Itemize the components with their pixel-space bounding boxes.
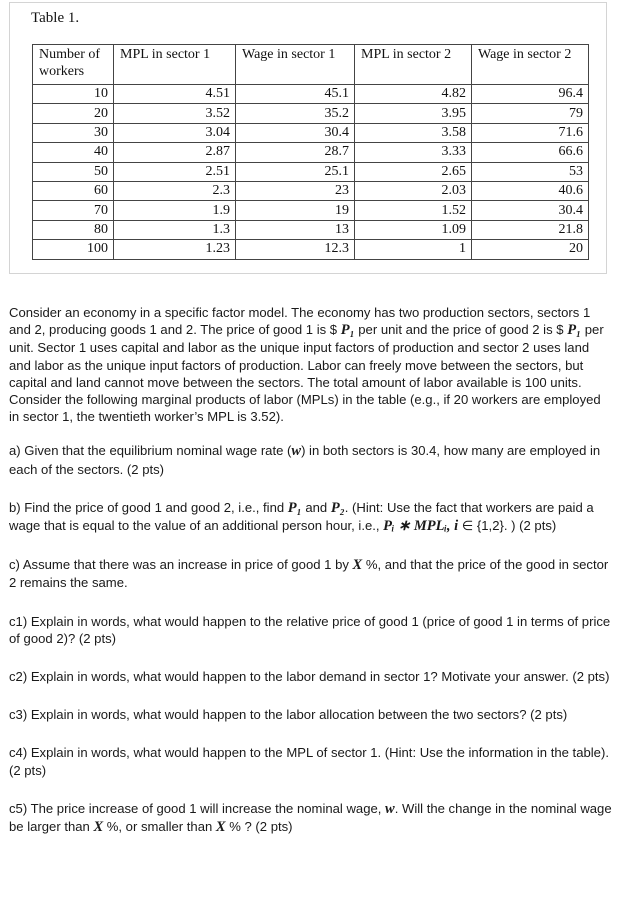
cell-mpl-2: 1.52 — [355, 201, 472, 220]
question-c5-text-4: % ? (2 pts) — [225, 819, 293, 835]
table-row — [33, 240, 589, 259]
cell-wage-2: 20 — [472, 240, 589, 259]
cell-wage-1: 35.2 — [236, 104, 355, 123]
cell-mpl-2: 1 — [355, 240, 472, 259]
cell-wage-2: 40.6 — [472, 181, 589, 200]
header-wage-sector-2: Wage in sector 2 — [472, 45, 589, 85]
cell-wage-1: 19 — [236, 201, 355, 220]
question-a — [9, 442, 613, 477]
cell-mpl-2: 3.33 — [355, 143, 472, 162]
symbol-x: X — [93, 819, 104, 836]
header-wage-sector-1: Wage in sector 1 — [236, 45, 355, 85]
header-mpl-sector-1: MPL in sector 1 — [114, 45, 236, 85]
header-number-of-workers: Number of workers — [33, 45, 114, 85]
table-row — [33, 85, 589, 104]
cell-mpl-1: 3.52 — [114, 104, 236, 123]
formula-pi-mpl: Pᵢ ∗ MPLᵢ, i — [383, 518, 459, 535]
question-a-text-1: a) Given that the equilibrium nominal wage rate ( — [9, 443, 292, 459]
cell-workers: 60 — [33, 181, 114, 200]
symbol-p1: P₁ — [340, 322, 355, 339]
question-b-text-2: . (Hint: Use the fact that workers are paid a wage that is equal to the value of an additional person hour, i.e., — [9, 499, 594, 534]
question-c5 — [9, 800, 613, 836]
cell-mpl-1: 3.04 — [114, 123, 236, 142]
question-b-text-3: . ) (2 pts) — [503, 518, 557, 534]
table-row — [33, 123, 589, 142]
table-header-row — [33, 45, 589, 85]
symbol-p2: P₂ — [330, 499, 345, 516]
table-row — [33, 201, 589, 220]
cell-mpl-2: 2.65 — [355, 162, 472, 181]
cell-mpl-1: 1.3 — [114, 220, 236, 239]
question-c5-text-2: . Will the change in the nominal wage be larger than — [9, 800, 612, 835]
question-c-text-2: %, and that the price of the good in sector 2 remains the same. — [9, 557, 609, 591]
formula-set: ∈ {1,2} — [461, 518, 504, 534]
cell-wage-2: 79 — [472, 104, 589, 123]
question-text — [9, 304, 613, 857]
symbol-w: w — [291, 443, 302, 460]
cell-wage-2: 53 — [472, 162, 589, 181]
question-a-text-2: ) in both sectors is 30.4, how many are employed in each of the sectors. (2 pts) — [9, 443, 601, 477]
cell-mpl-2: 3.58 — [355, 123, 472, 142]
cell-wage-2: 71.6 — [472, 123, 589, 142]
cell-workers: 80 — [33, 220, 114, 239]
symbol-x: X — [352, 557, 363, 574]
cell-wage-1: 28.7 — [236, 143, 355, 162]
table-row — [33, 162, 589, 181]
question-c5-text-3: %, or smaller than — [103, 819, 216, 835]
intro-paragraph — [9, 304, 613, 425]
cell-wage-1: 30.4 — [236, 123, 355, 142]
table-row — [33, 104, 589, 123]
header-mpl-sector-2: MPL in sector 2 — [355, 45, 472, 85]
question-c5-text-1: c5) The price increase of good 1 will increase the nominal wage, — [9, 800, 386, 816]
table-row — [33, 143, 589, 162]
cell-mpl-1: 2.87 — [114, 143, 236, 162]
intro-text-3: per unit. Sector 1 uses capital and labor as the unique input factors of production and sector 2 uses land and labor as the unique input factors of production. Labor can freely move between the sectors, but capital and land cannot move between the sectors. The total amount of labor available is 100 units. Consider the following marginal products of labor (MPLs) in the table (e.g., if 20 workers are employed in sector 1, the twentieth worker’s MPL is 3.52). — [9, 322, 604, 425]
cell-mpl-1: 1.9 — [114, 201, 236, 220]
question-c2: c2) Explain in words, what would happen to the labor demand in sector 1? Motivate your answer. (2 pts) — [9, 669, 610, 685]
cell-wage-2: 30.4 — [472, 201, 589, 220]
cell-wage-2: 96.4 — [472, 85, 589, 104]
question-c3: c3) Explain in words, what would happen to the labor allocation between the two sectors? (2 pts) — [9, 707, 568, 723]
symbol-p1: P₁ — [567, 322, 582, 339]
intro-text-1: Consider an economy in a specific factor model. The economy has two production sectors, sectors 1 and 2, producing goods 1 and 2. The price of good 1 is $ — [9, 305, 591, 338]
question-b-and: and — [301, 499, 331, 515]
question-c — [9, 556, 613, 591]
cell-mpl-2: 1.09 — [355, 220, 472, 239]
cell-workers: 30 — [33, 123, 114, 142]
cell-mpl-2: 3.95 — [355, 104, 472, 123]
cell-wage-1: 13 — [236, 220, 355, 239]
cell-mpl-2: 4.82 — [355, 85, 472, 104]
mpl-table — [32, 44, 589, 260]
cell-workers: 70 — [33, 201, 114, 220]
cell-wage-2: 66.6 — [472, 143, 589, 162]
cell-wage-1: 23 — [236, 181, 355, 200]
cell-mpl-2: 2.03 — [355, 181, 472, 200]
cell-wage-2: 21.8 — [472, 220, 589, 239]
table-row — [33, 220, 589, 239]
cell-workers: 20 — [33, 104, 114, 123]
cell-mpl-1: 2.3 — [114, 181, 236, 200]
cell-wage-1: 12.3 — [236, 240, 355, 259]
cell-wage-1: 25.1 — [236, 162, 355, 181]
symbol-p1: P₁ — [287, 499, 302, 516]
cell-mpl-1: 4.51 — [114, 85, 236, 104]
symbol-w: w — [385, 800, 395, 817]
table-caption: Table 1. — [31, 10, 80, 26]
cell-wage-1: 45.1 — [236, 85, 355, 104]
cell-workers: 50 — [33, 162, 114, 181]
cell-mpl-1: 2.51 — [114, 162, 236, 181]
cell-mpl-1: 1.23 — [114, 240, 236, 259]
intro-text-2: per unit and the price of good 2 is $ — [354, 322, 568, 338]
cell-workers: 10 — [33, 85, 114, 104]
question-c-text-1: c) Assume that there was an increase in price of good 1 by — [9, 557, 353, 573]
question-b — [9, 499, 613, 535]
question-c4: c4) Explain in words, what would happen to the MPL of sector 1. (Hint: Use the information in the table). (2 pts) — [9, 745, 609, 778]
cell-workers: 40 — [33, 143, 114, 162]
question-b-text-1: b) Find the price of good 1 and good 2, i.e., find — [9, 499, 288, 515]
question-c1: c1) Explain in words, what would happen to the relative price of good 1 (price of good 1 in terms of price of good 2)? (2 pts) — [9, 613, 611, 646]
symbol-x: X — [215, 819, 226, 836]
table-row — [33, 181, 589, 200]
cell-workers: 100 — [33, 240, 114, 259]
